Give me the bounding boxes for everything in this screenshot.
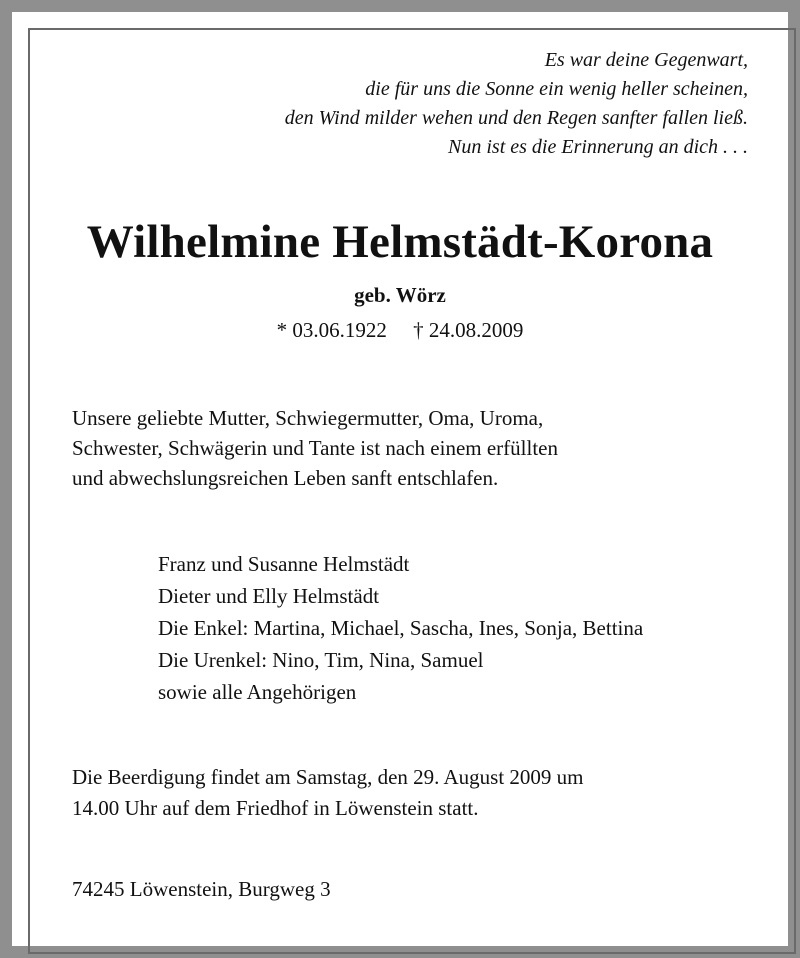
announcement-text bbox=[72, 403, 558, 493]
life-dates bbox=[0, 316, 800, 344]
mourner-line: Dieter und Elly Helmstädt bbox=[158, 584, 380, 608]
funeral-info bbox=[72, 762, 584, 824]
death-date: † 24.08.2009 bbox=[413, 318, 524, 342]
poem-line: die für uns die Sonne ein wenig heller scheinen, bbox=[365, 78, 748, 100]
mourner-line: Franz und Susanne Helmstädt bbox=[158, 552, 410, 576]
poem-line: den Wind milder wehen und den Regen sanfter fallen ließ. bbox=[284, 107, 748, 129]
deceased-name: Wilhelmine Helmstädt-Korona bbox=[86, 216, 714, 268]
poem-line: Nun ist es die Erinnerung an dich . . . bbox=[448, 136, 748, 158]
memorial-poem bbox=[285, 46, 748, 162]
announcement-line: und abwechslungsreichen Leben sanft entschlafen. bbox=[72, 466, 499, 490]
mourners-list bbox=[158, 548, 643, 708]
poem-line: Es war deine Gegenwart, bbox=[544, 49, 748, 71]
maiden-name: geb. Wörz bbox=[354, 283, 446, 307]
mourner-line: Die Urenkel: Nino, Tim, Nina, Samuel bbox=[158, 648, 484, 672]
announcement-line: Unsere geliebte Mutter, Schwiegermutter, Oma, Uroma, bbox=[72, 406, 544, 430]
family-address: 74245 Löwenstein, Burgweg 3 bbox=[72, 877, 331, 901]
birth-date: * 03.06.1922 bbox=[276, 318, 387, 342]
funeral-line: 14.00 Uhr auf dem Friedhof in Löwenstein statt. bbox=[72, 796, 479, 820]
mourner-line: Die Enkel: Martina, Michael, Sascha, Ines, Sonja, Bettina bbox=[158, 616, 644, 640]
announcement-line: Schwester, Schwägerin und Tante ist nach einem erfüllten bbox=[72, 436, 558, 460]
funeral-line: Die Beerdigung findet am Samstag, den 29. August 2009 um bbox=[72, 765, 584, 789]
mourner-line: sowie alle Angehörigen bbox=[158, 680, 357, 704]
